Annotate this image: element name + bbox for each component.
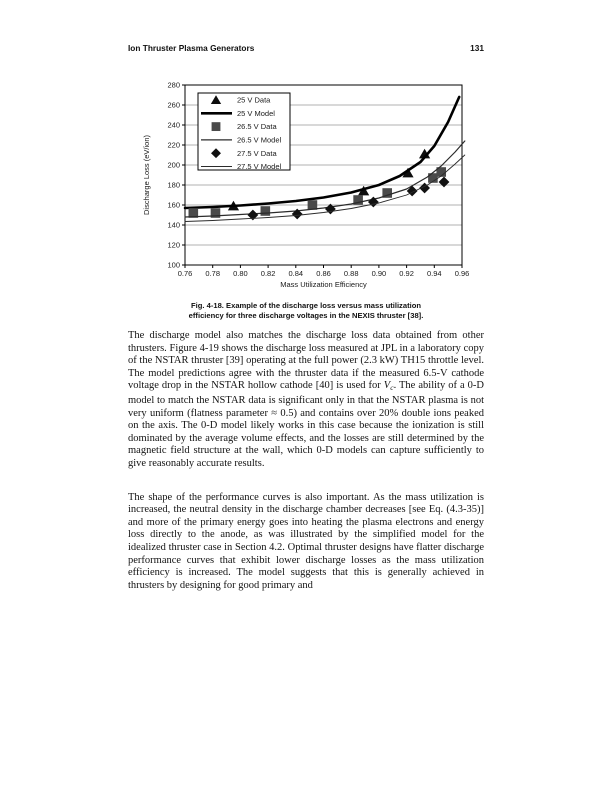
legend-label: 27.5 V Model [237,162,282,172]
vc-symbol: V [383,380,391,392]
y-tick-label: 100 [167,260,180,270]
x-tick-label: 0.76 [177,269,193,278]
legend-label: 25 V Model [237,108,275,118]
y-tick-label: 280 [167,80,180,90]
x-tick-label: 0.82 [260,269,276,278]
body-text [128,330,484,592]
legend-label: 26.5 V Model [237,135,282,145]
paragraph-1-text-cont: . The ability of a 0-D model to match the NSTAR data is significant only in that the NSTAR plasma is not very uniform (flatness parameter ≈ 0.5) and contains over 20% double ions peaked on the axis. The 0-D model likely works in this case because the ionization is still dominated by the average volume effects, and the losses are still determined by the magnetic field structure at the wall, which 0-D models can capture sufficiently to give reasonably accurate results. [128,380,485,469]
y-tick-label: 220 [167,140,180,150]
y-tick-label: 240 [167,120,180,130]
x-tick-label: 0.80 [233,269,248,278]
y-tick-label: 160 [167,200,180,210]
x-tick-label: 0.86 [316,269,331,278]
x-tick-label: 0.92 [399,269,414,278]
y-tick-label: 180 [167,180,180,190]
figure-caption-line2: efficiency for three discharge voltages in the NEXIS thruster [38]. [188,311,424,320]
y-tick-label: 260 [167,100,180,110]
discharge-loss-chart [140,80,470,295]
y-tick-label: 200 [167,160,180,170]
figure-caption [121,301,491,321]
x-axis-title: Mass Utilization Efficiency [280,280,367,289]
figure-4-18 [140,80,470,295]
x-tick-label: 0.90 [371,269,387,278]
paragraph-1 [128,330,484,471]
y-tick-label: 120 [167,240,180,250]
legend-marker-square [212,122,221,131]
figure-caption-line1: Fig. 4-18. Example of the discharge loss versus mass utilization [191,301,421,310]
data-point-diamond [439,177,450,188]
paragraph-2: The shape of the performance curves is also important. As the mass utilization is increased, the neutral density in the discharge chamber decreases [see Eq. (4.3-35)] and more of the primary energy goes into heating the plasma electrons and energy loss directly to the anode, as was illustrated by the simplified model for the idealized thruster case in Section 4.2. Optimal thruster designs have flatter discharge performance curves that exhibit lower discharge losses as the mass utilization efficiency is increased. The model suggests that this is generally achieved in thrusters by designing for good primary and [128,491,484,591]
data-point-square [261,206,271,216]
x-tick-label: 0.94 [426,269,442,278]
page-number: 131 [470,43,484,53]
x-tick-label: 0.88 [343,269,359,278]
x-tick-label: 0.78 [205,269,221,278]
vc-subscript: c [390,383,394,393]
legend-label: 26.5 V Data [237,122,277,132]
paragraph-1-text: The discharge model also matches the discharge loss data obtained from other thrusters. Figure 4-19 shows the discharge loss measured at JPL in a laboratory copy of the NSTAR thruster [39] operating at the full power (2.3 kW) TH15 throttle level. The model predictions agree with the thruster data if the measured 6.5-V cathode voltage drop in the NSTAR hollow cathode [40] is used for [128,330,484,392]
x-tick-label: 0.96 [454,269,470,278]
y-tick-label: 140 [167,220,180,230]
running-head [128,43,484,53]
running-head-title: Ion Thruster Plasma Generators [128,43,255,53]
x-tick-label: 0.84 [288,269,304,278]
y-axis-title: Discharge Loss (eV/ion) [142,134,151,216]
legend-label: 27.5 V Data [237,148,277,158]
legend-label: 25 V Data [237,95,271,105]
